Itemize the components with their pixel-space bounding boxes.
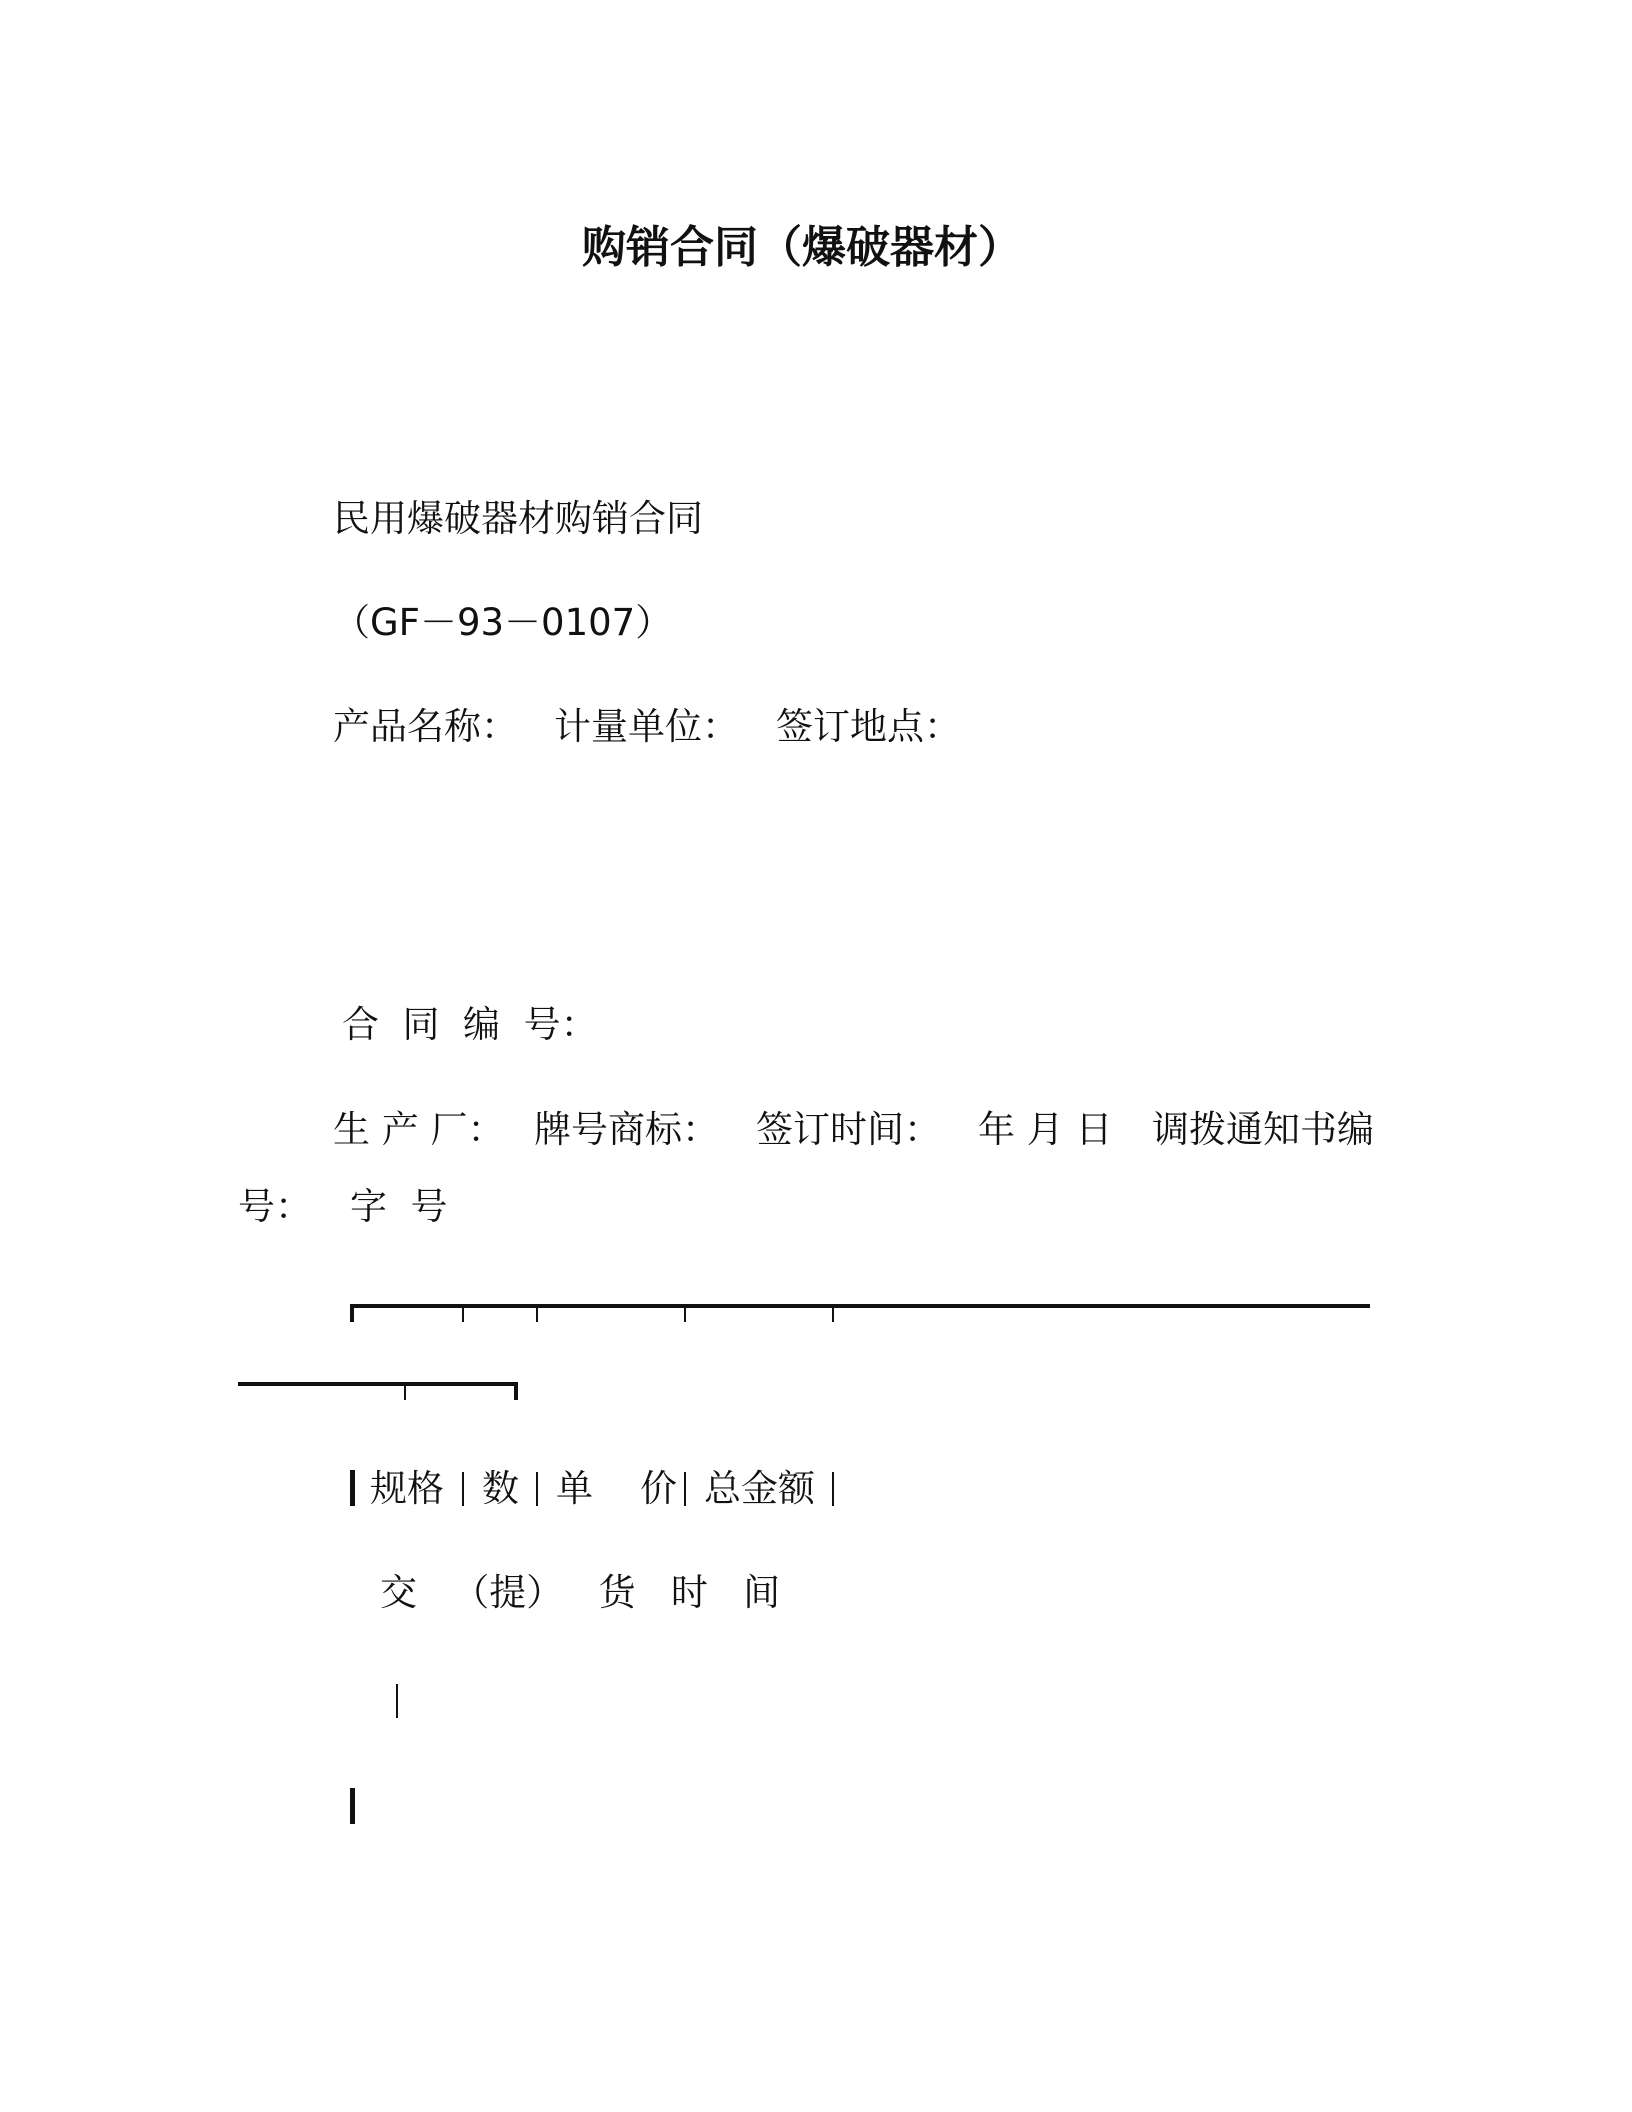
table-corner-right [514, 1382, 518, 1400]
table-header-total: 总金额 [704, 1467, 815, 1510]
brand-label: 牌号商标： [534, 1108, 719, 1151]
document-title: 购销合同（爆破器材） [582, 222, 1022, 273]
contract-subtitle: 民用爆破器材购销合同 [333, 497, 703, 540]
delivery-time-label: 交 （提） 货 时 间 [380, 1571, 781, 1614]
contract-code: （GF－93－0107） [333, 601, 673, 644]
date-label: 年 月 日 [978, 1108, 1113, 1151]
table-tick [684, 1306, 686, 1322]
table-cell-border [684, 1472, 686, 1506]
zi-hao-label: 字 号 [350, 1185, 448, 1228]
table-header-price: 单 价 [556, 1467, 678, 1510]
table-cell-border [536, 1472, 538, 1506]
table-cell-border [832, 1472, 834, 1506]
notice-number-label: 调拨通知书编 [1152, 1108, 1374, 1151]
table-tick [832, 1306, 834, 1322]
table-cell-border [396, 1684, 398, 1718]
table-corner-left [350, 1304, 354, 1322]
table-header-spec: 规格 [370, 1467, 444, 1510]
product-name-label: 产品名称： [333, 705, 518, 748]
unit-label: 计量单位： [554, 705, 739, 748]
sign-place-label: 签订地点： [776, 705, 961, 748]
table-cell-border [462, 1472, 464, 1506]
table-top-border-cont [238, 1382, 518, 1386]
contract-number-label: 合 同 编 号： [342, 1003, 598, 1046]
manufacturer-label: 生 产 厂： [333, 1108, 505, 1151]
table-cell-border [350, 1470, 355, 1506]
table-tick [536, 1306, 538, 1322]
table-tick [404, 1384, 406, 1400]
sign-time-label: 签订时间： [756, 1108, 941, 1151]
table-top-border [350, 1304, 1370, 1308]
table-tick [462, 1306, 464, 1322]
table-cell-border [350, 1788, 355, 1824]
table-header-qty: 数 [482, 1467, 519, 1510]
notice-number-label-cont: 号： [238, 1185, 312, 1228]
